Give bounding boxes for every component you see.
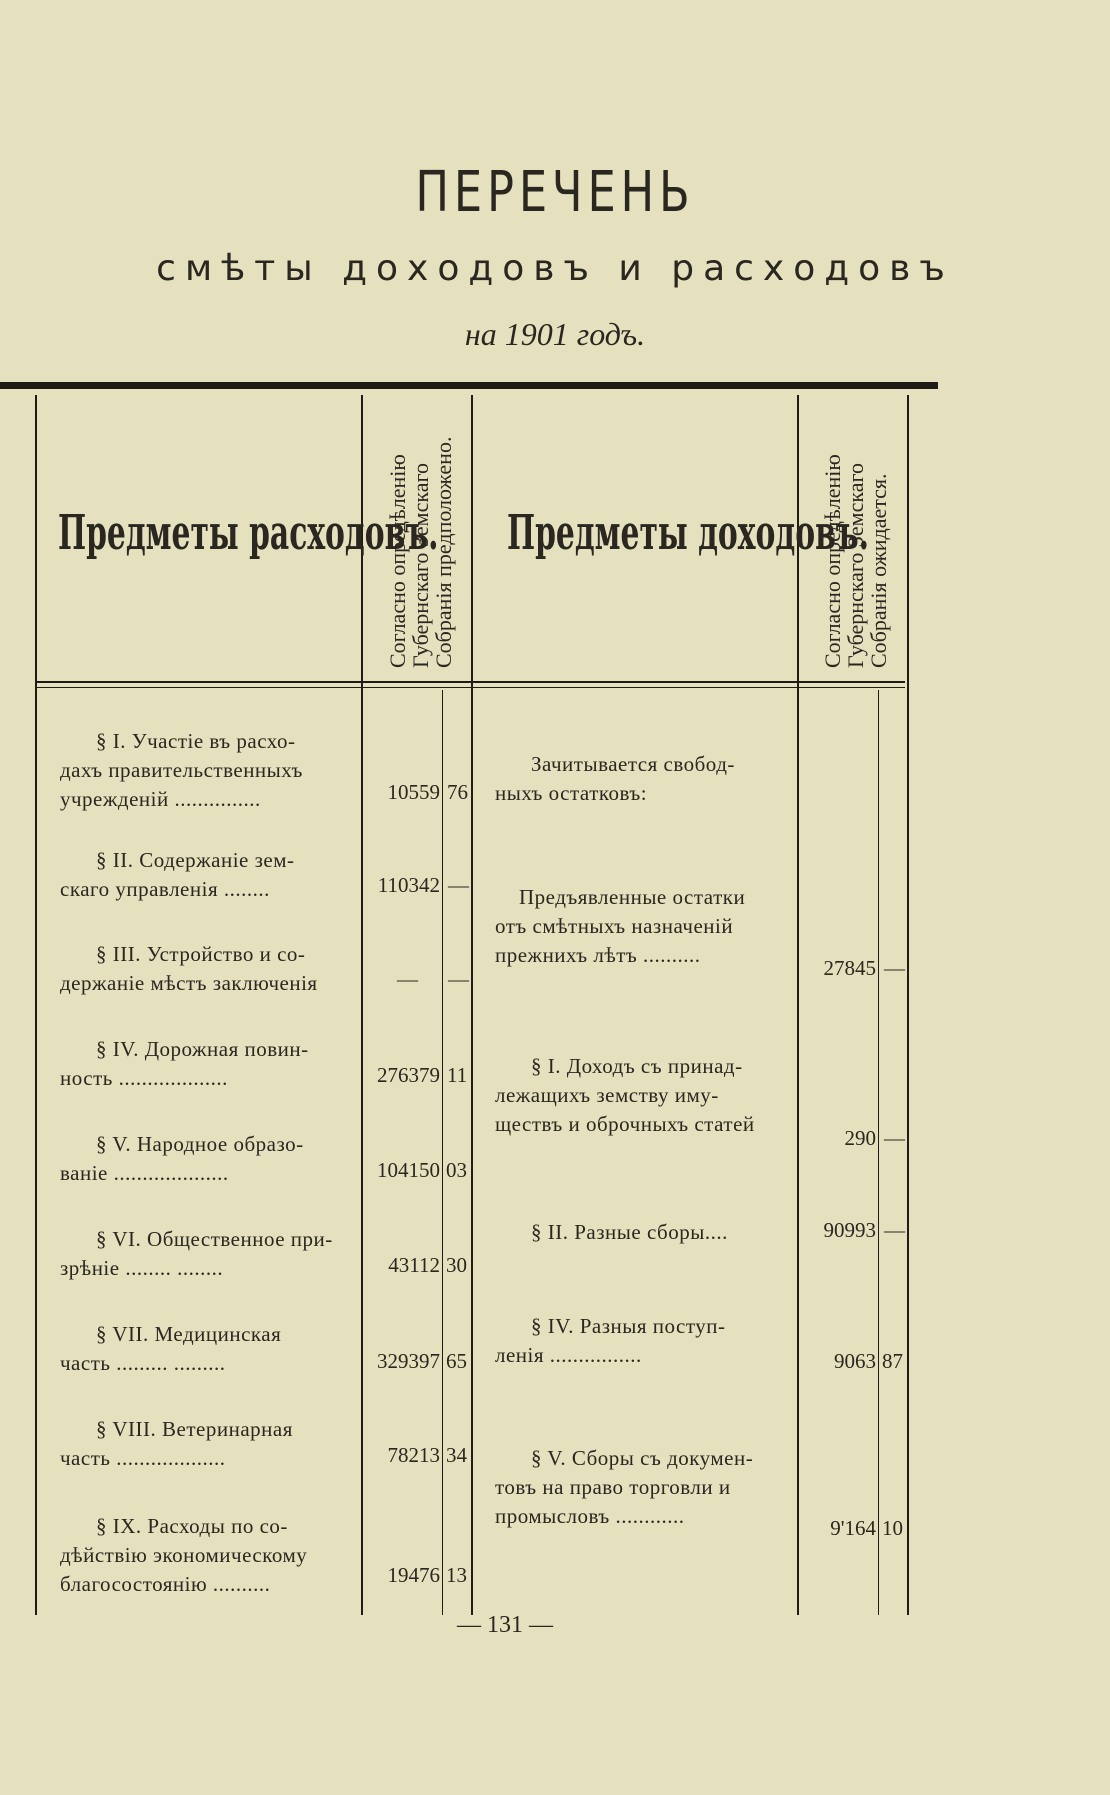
expense-kop: 76 xyxy=(447,780,468,804)
expense-item: § III. Устройство и со- держаніе мѣстъ заключенія xyxy=(60,942,318,995)
expense-kop: — xyxy=(448,967,469,991)
expense-item: § VIII. Ветеринарная часть ................... xyxy=(60,1417,293,1470)
col-rule-left xyxy=(35,395,37,1615)
income-kop: 10 xyxy=(882,1516,903,1540)
income-item: Зачитывается свобод- ныхъ остатковъ: xyxy=(495,752,735,805)
page-number: — 131 — xyxy=(457,1612,553,1638)
expense-kop: 03 xyxy=(446,1158,467,1182)
income-rub: 27845 xyxy=(823,956,876,980)
income-kop: — xyxy=(884,956,905,980)
income-kop: — xyxy=(884,1218,905,1242)
expense-rub: 43112 xyxy=(388,1253,440,1277)
expense-kop: — xyxy=(448,873,469,897)
expense-rub: 78213 xyxy=(387,1443,440,1467)
expense-rub: 329397 xyxy=(377,1349,440,1373)
income-rub: 9063 xyxy=(834,1349,876,1373)
col-rule-inc-kop xyxy=(878,690,879,1615)
expenses-amount-header: Согласно опредѣленію Губернскаго Земскаго Собранія предположено. xyxy=(385,436,456,668)
income-rub: 9'164 xyxy=(830,1516,876,1540)
income-item: Предъявленные остатки отъ смѣтныхъ назначеній прежнихъ лѣтъ .......... xyxy=(495,885,746,967)
expense-kop: 65 xyxy=(446,1349,467,1373)
expense-kop: 11 xyxy=(447,1063,468,1087)
expense-item: § IX. Расходы по со- дѣйствію экономическому благосостоянію .......... xyxy=(60,1514,308,1596)
page-title: ПЕРЕЧЕНЬ xyxy=(415,160,695,225)
expense-item: § I. Участіе въ расхо- дахъ правительственныхъ учрежденій ............... xyxy=(60,729,303,811)
income-rub: 290 xyxy=(844,1126,876,1150)
expenses-header: Предметы расходовъ. xyxy=(58,505,439,561)
col-rule-inc-text xyxy=(797,395,799,1615)
income-kop: — xyxy=(884,1126,905,1150)
expense-item: § VII. Медицинская часть ......... ......... xyxy=(60,1322,282,1375)
income-amount-header: Согласно опредѣленію Губернскаго Земскаго Собранія ожидается. xyxy=(820,454,891,668)
col-rule-right xyxy=(907,395,909,1615)
page-subtitle: смѣты доходовъ и расходовъ xyxy=(156,248,954,289)
income-header: Предметы доходовъ. xyxy=(507,505,869,561)
header-bottom-rule xyxy=(35,681,905,683)
expense-kop: 13 xyxy=(446,1563,467,1587)
expense-rub: 10559 xyxy=(387,780,440,804)
expense-rub: — xyxy=(397,967,418,991)
col-rule-exp-text xyxy=(361,395,363,1615)
expense-rub: 110342 xyxy=(377,873,440,897)
expense-item: § II. Содержаніе зем- скаго управленія ........ xyxy=(60,848,295,901)
expense-item: § VI. Общественное при- зрѣніе ........ ........ xyxy=(60,1227,333,1280)
expense-item: § IV. Дорожная повин- ность ................... xyxy=(60,1037,309,1090)
expense-rub: 104150 xyxy=(377,1158,440,1182)
income-rub: 90993 xyxy=(823,1218,876,1242)
col-rule-exp-end xyxy=(471,395,473,1615)
income-kop: 87 xyxy=(882,1349,903,1373)
expense-kop: 34 xyxy=(446,1443,467,1467)
table-top-rule xyxy=(0,382,938,389)
income-item: § IV. Разныя поступ- ленія ................ xyxy=(495,1314,726,1367)
expense-item: § V. Народное образо- ваніе .................... xyxy=(60,1132,304,1185)
expense-rub: 276379 xyxy=(377,1063,440,1087)
header-bottom-rule-2 xyxy=(35,687,905,688)
expense-rub: 19476 xyxy=(387,1563,440,1587)
expense-kop: 30 xyxy=(446,1253,467,1277)
col-rule-exp-kop xyxy=(442,690,443,1615)
income-item: § V. Сборы съ докумен- товъ на право торговли и промысловъ ............ xyxy=(495,1446,754,1528)
income-item: § I. Доходъ съ принад- лежащихъ земству иму- ществъ и оброчныхъ статей xyxy=(495,1054,755,1136)
page-year: на 1901 годъ. xyxy=(464,316,646,352)
income-item: § II. Разные сборы.... xyxy=(531,1220,728,1244)
